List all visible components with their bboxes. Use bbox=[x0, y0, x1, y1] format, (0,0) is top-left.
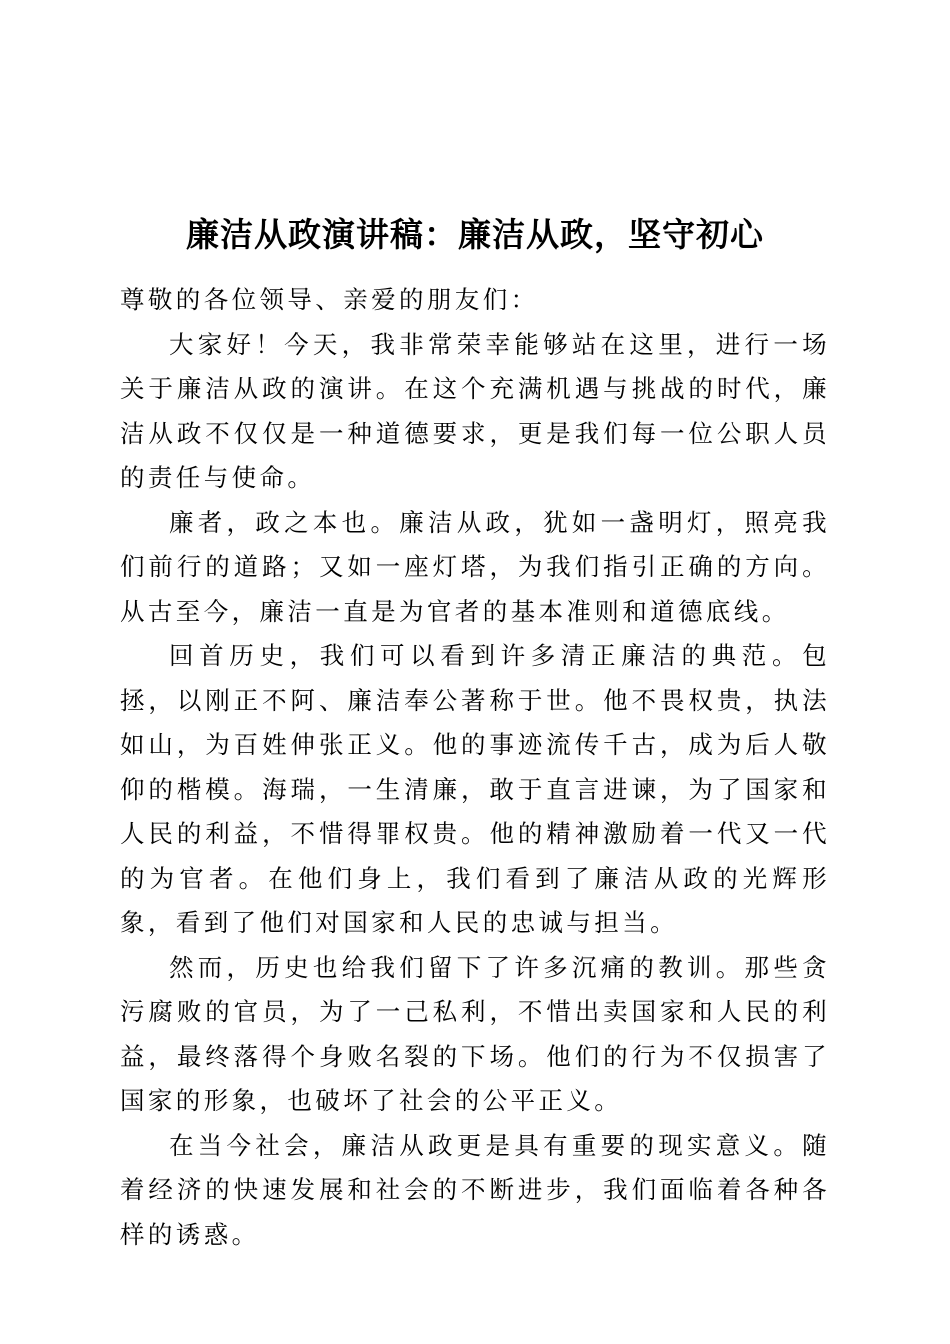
paragraph-3: 回首历史，我们可以看到许多清正廉洁的典范。包拯，以刚正不阿、廉洁奉公著称于世。他不畏权贵，执法如山，为百姓伸张正义。他的事迹流传千古，成为后人敬仰的楷模。海瑞，一生清廉，敢于直言进谏，为了国家和人民的利益，不惜得罪权贵。他的精神激励着一代又一代的为官者。在他们身上，我们看到了廉洁从政的光辉形象，看到了他们对国家和人民的忠诚与担当。 bbox=[120, 641, 830, 937]
paragraph-2: 廉者，政之本也。廉洁从政，犹如一盏明灯，照亮我们前行的道路；又如一座灯塔，为我们指引正确的方向。从古至今，廉洁一直是为官者的基本准则和道德底线。 bbox=[120, 507, 830, 626]
document-title: 廉洁从政演讲稿：廉洁从政，坚守初心 bbox=[186, 215, 764, 254]
salutation: 尊敬的各位领导、亲爱的朋友们： bbox=[120, 285, 539, 314]
paragraph-5: 在当今社会，廉洁从政更是具有重要的现实意义。随着经济的快速发展和社会的不断进步，我们面临着各种各样的诱惑。 bbox=[120, 1130, 830, 1249]
document-body bbox=[120, 278, 830, 1257]
paragraph-1: 大家好！今天，我非常荣幸能够站在这里，进行一场关于廉洁从政的演讲。在这个充满机遇与挑战的时代，廉洁从政不仅仅是一种道德要求，更是我们每一位公职人员的责任与使命。 bbox=[120, 329, 830, 492]
paragraph-4: 然而，历史也给我们留下了许多沉痛的教训。那些贪污腐败的官员，为了一己私利，不惜出卖国家和人民的利益，最终落得个身败名裂的下场。他们的行为不仅损害了国家的形象，也破坏了社会的公平正义。 bbox=[120, 952, 830, 1115]
